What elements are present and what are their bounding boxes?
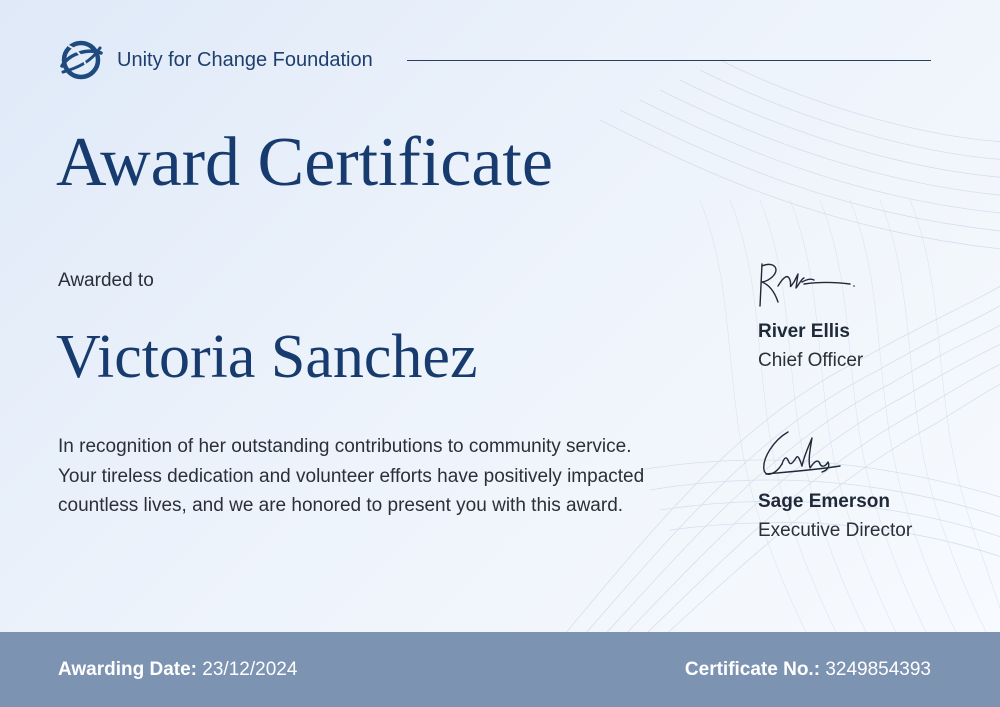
foundation-name: Unity for Change Foundation bbox=[117, 48, 373, 71]
certificate-footer bbox=[0, 632, 1000, 707]
certificate-header bbox=[57, 36, 931, 84]
signer-title: Executive Director bbox=[758, 520, 913, 541]
certificate-number-value: 3249854393 bbox=[825, 659, 931, 680]
certificate-number-label: Certificate No.: bbox=[684, 659, 821, 680]
award-description: In recognition of her outstanding contributions to community service. Your tireless dedication and volunteer efforts have positively impacted countless lives, and we are honored to present you with this award. bbox=[58, 436, 645, 516]
header-divider bbox=[407, 60, 931, 61]
awarding-date-value: 23/12/2024 bbox=[202, 659, 298, 680]
awarding-date-label: Awarding Date: bbox=[58, 659, 198, 680]
signer-block-river-ellis bbox=[758, 256, 978, 376]
signer-name: Sage Emerson bbox=[758, 491, 890, 512]
certificate-title: Award Certificate bbox=[56, 124, 553, 201]
globe-swirl-logo-icon bbox=[57, 36, 105, 84]
signature-sage-emerson bbox=[758, 426, 858, 484]
signer-title: Chief Officer bbox=[758, 350, 864, 371]
recipient-name: Victoria Sanchez bbox=[56, 323, 478, 391]
signer-block-sage-emerson bbox=[758, 426, 978, 546]
certificate-number bbox=[685, 658, 931, 682]
awarding-date bbox=[58, 658, 297, 682]
signature-river-ellis bbox=[758, 256, 858, 314]
awarded-to-label: Awarded to bbox=[58, 270, 154, 291]
signer-name: River Ellis bbox=[758, 321, 850, 342]
